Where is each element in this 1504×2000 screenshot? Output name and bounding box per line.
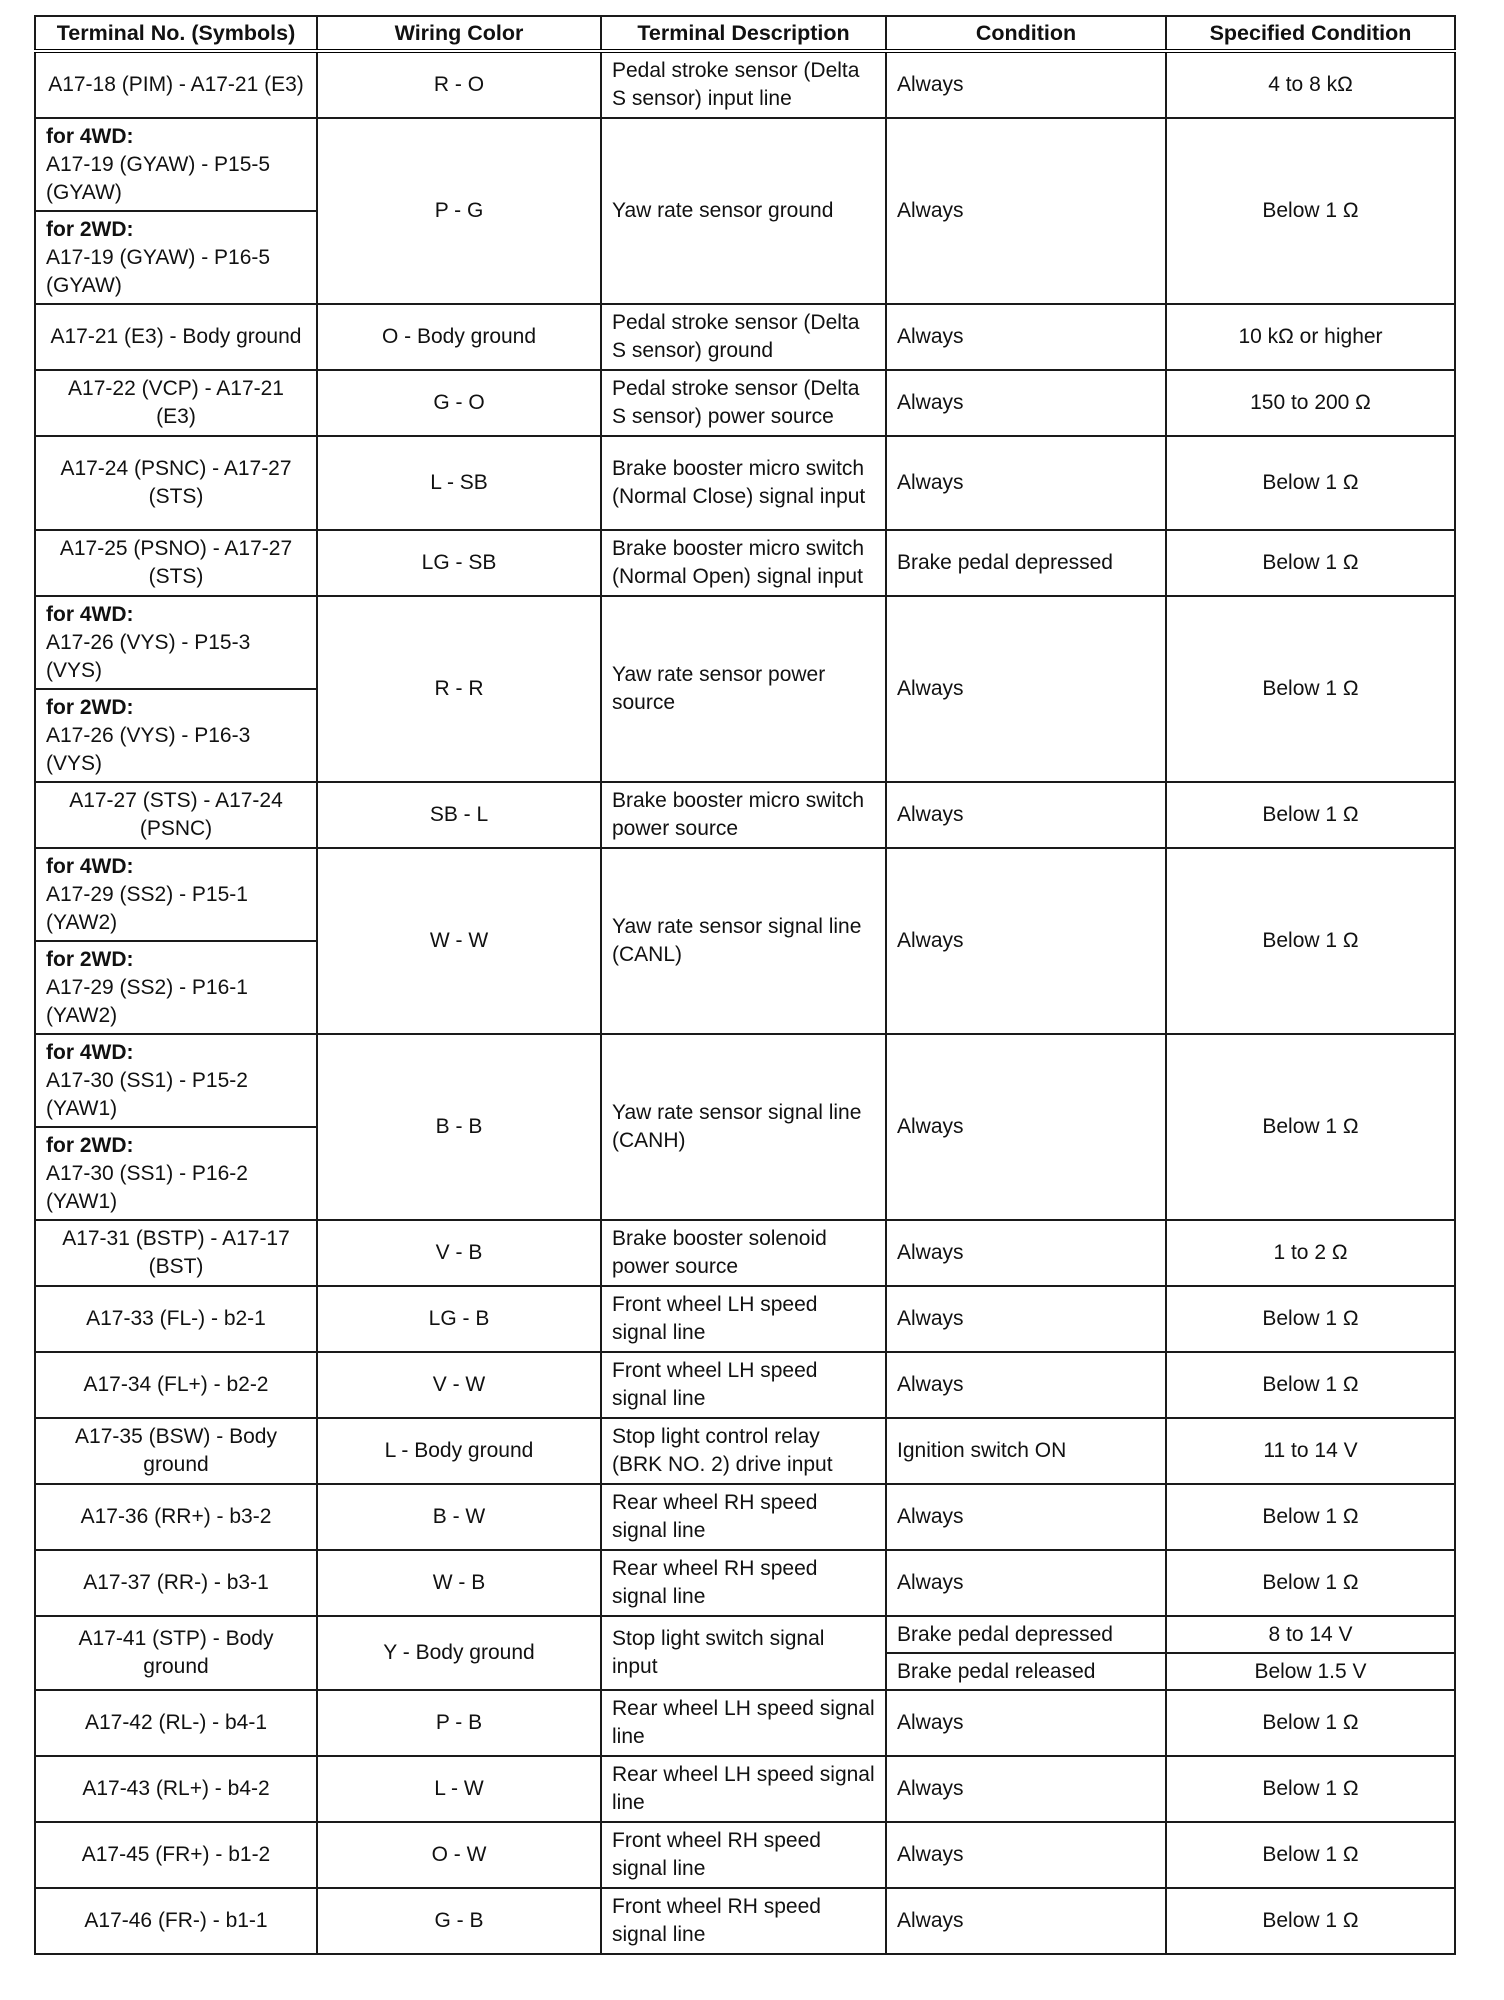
spec-cell: Below 1 Ω	[1166, 1034, 1455, 1220]
description-cell: Brake booster micro switch power source	[601, 782, 886, 848]
description-cell: Rear wheel RH speed signal line	[601, 1550, 886, 1616]
table-row	[35, 370, 1455, 436]
wiring-color-cell: B - W	[317, 1484, 601, 1550]
condition-cell: Always	[886, 1484, 1166, 1550]
description-cell: Brake booster micro switch (Normal Open) signal input	[601, 530, 886, 596]
wiring-color-cell: L - Body ground	[317, 1418, 601, 1484]
condition-cell: Always	[886, 596, 1166, 782]
table-row	[35, 1484, 1455, 1550]
condition-cell: Always	[886, 782, 1166, 848]
description-cell: Rear wheel RH speed signal line	[601, 1484, 886, 1550]
wiring-color-cell: R - R	[317, 596, 601, 782]
terminal-cell: A17-43 (RL+) - b4-2	[35, 1756, 317, 1822]
wiring-color-cell: V - B	[317, 1220, 601, 1286]
header-condition: Condition	[886, 16, 1166, 51]
spec-cell: 150 to 200 Ω	[1166, 370, 1455, 436]
variant-label: for 2WD:	[46, 695, 134, 719]
terminal-table-page	[34, 15, 1454, 1955]
wiring-color-cell: B - B	[317, 1034, 601, 1220]
table-row	[35, 1220, 1455, 1286]
table-row	[35, 1034, 1455, 1127]
spec-cell: Below 1 Ω	[1166, 1822, 1455, 1888]
terminal-cell: A17-21 (E3) - Body ground	[35, 304, 317, 370]
description-cell: Stop light switch signal input	[601, 1616, 886, 1690]
variant-terminal: A17-19 (GYAW) - P15-5 (GYAW)	[46, 152, 271, 204]
table-row	[35, 596, 1455, 689]
wiring-color-cell: W - W	[317, 848, 601, 1034]
wiring-color-cell: SB - L	[317, 782, 601, 848]
wiring-color-cell: O - W	[317, 1822, 601, 1888]
terminal-cell: A17-24 (PSNC) - A17-27 (STS)	[35, 436, 317, 530]
table-row	[35, 1822, 1455, 1888]
variant-label: for 4WD:	[46, 602, 134, 626]
header-wiring-color: Wiring Color	[317, 16, 601, 51]
terminal-cell: A17-27 (STS) - A17-24 (PSNC)	[35, 782, 317, 848]
condition-cell: Always	[886, 1888, 1166, 1954]
spec-cell: 10 kΩ or higher	[1166, 304, 1455, 370]
condition-cell: Always	[886, 370, 1166, 436]
condition-cell: Always	[886, 1756, 1166, 1822]
description-cell: Front wheel RH speed signal line	[601, 1822, 886, 1888]
terminal-cell: A17-36 (RR+) - b3-2	[35, 1484, 317, 1550]
terminal-cell: A17-46 (FR-) - b1-1	[35, 1888, 317, 1954]
spec-cell: Below 1 Ω	[1166, 1888, 1455, 1954]
variant-terminal: A17-30 (SS1) - P15-2 (YAW1)	[46, 1068, 248, 1120]
variant-label: for 2WD:	[46, 1133, 134, 1157]
spec-cell: 1 to 2 Ω	[1166, 1220, 1455, 1286]
header-specified-condition: Specified Condition	[1166, 16, 1455, 51]
wiring-color-cell: L - W	[317, 1756, 601, 1822]
spec-cell: Below 1.5 V	[1166, 1653, 1455, 1690]
spec-cell: Below 1 Ω	[1166, 1550, 1455, 1616]
table-row	[35, 1286, 1455, 1352]
header-terminal: Terminal No. (Symbols)	[35, 16, 317, 51]
spec-cell: 4 to 8 kΩ	[1166, 51, 1455, 118]
description-cell: Front wheel LH speed signal line	[601, 1286, 886, 1352]
table-row	[35, 530, 1455, 596]
description-cell: Front wheel LH speed signal line	[601, 1352, 886, 1418]
variant-label: for 4WD:	[46, 124, 134, 148]
condition-cell: Always	[886, 848, 1166, 1034]
condition-cell: Brake pedal depressed	[886, 530, 1166, 596]
wiring-color-cell: LG - B	[317, 1286, 601, 1352]
table-row	[35, 51, 1455, 118]
variant-terminal: A17-26 (VYS) - P16-3 (VYS)	[46, 723, 251, 775]
description-cell: Yaw rate sensor signal line (CANH)	[601, 1034, 886, 1220]
condition-cell: Always	[886, 436, 1166, 530]
description-cell: Yaw rate sensor power source	[601, 596, 886, 782]
table-row	[35, 782, 1455, 848]
spec-cell: Below 1 Ω	[1166, 1756, 1455, 1822]
wiring-color-cell: P - B	[317, 1690, 601, 1756]
wiring-color-cell: V - W	[317, 1352, 601, 1418]
description-cell: Yaw rate sensor ground	[601, 118, 886, 304]
spec-cell: Below 1 Ω	[1166, 1286, 1455, 1352]
spec-cell: Below 1 Ω	[1166, 1352, 1455, 1418]
spec-cell: 8 to 14 V	[1166, 1616, 1455, 1653]
wiring-color-cell: Y - Body ground	[317, 1616, 601, 1690]
terminal-cell: A17-41 (STP) - Body ground	[35, 1616, 317, 1690]
terminal-cell: A17-18 (PIM) - A17-21 (E3)	[35, 51, 317, 118]
spec-cell: Below 1 Ω	[1166, 1484, 1455, 1550]
header-terminal-description: Terminal Description	[601, 16, 886, 51]
table-row	[35, 1888, 1455, 1954]
table-row	[35, 1352, 1455, 1418]
condition-cell: Always	[886, 1352, 1166, 1418]
description-cell: Front wheel RH speed signal line	[601, 1888, 886, 1954]
description-cell: Rear wheel LH speed signal line	[601, 1756, 886, 1822]
spec-cell: Below 1 Ω	[1166, 596, 1455, 782]
terminal-cell: A17-34 (FL+) - b2-2	[35, 1352, 317, 1418]
terminal-cell: A17-37 (RR-) - b3-1	[35, 1550, 317, 1616]
spec-cell: Below 1 Ω	[1166, 530, 1455, 596]
table-row	[35, 1550, 1455, 1616]
wiring-color-cell: G - B	[317, 1888, 601, 1954]
wiring-color-cell: O - Body ground	[317, 304, 601, 370]
description-cell: Pedal stroke sensor (Delta S sensor) power source	[601, 370, 886, 436]
terminal-cell: A17-35 (BSW) - Body ground	[35, 1418, 317, 1484]
spec-cell: Below 1 Ω	[1166, 1690, 1455, 1756]
table-row	[35, 1690, 1455, 1756]
terminal-cell: A17-33 (FL-) - b2-1	[35, 1286, 317, 1352]
description-cell: Brake booster micro switch (Normal Close) signal input	[601, 436, 886, 530]
condition-cell: Always	[886, 1220, 1166, 1286]
spec-cell: Below 1 Ω	[1166, 436, 1455, 530]
wiring-color-cell: G - O	[317, 370, 601, 436]
variant-terminal: A17-30 (SS1) - P16-2 (YAW1)	[46, 1161, 248, 1213]
spec-cell: Below 1 Ω	[1166, 782, 1455, 848]
spec-cell: Below 1 Ω	[1166, 848, 1455, 1034]
wiring-color-cell: P - G	[317, 118, 601, 304]
table-row	[35, 1418, 1455, 1484]
variant-label: for 2WD:	[46, 947, 134, 971]
wiring-color-cell: L - SB	[317, 436, 601, 530]
condition-cell: Always	[886, 118, 1166, 304]
variant-label: for 2WD:	[46, 217, 134, 241]
terminal-cell: A17-31 (BSTP) - A17-17 (BST)	[35, 1220, 317, 1286]
description-cell: Stop light control relay (BRK NO. 2) drive input	[601, 1418, 886, 1484]
terminal-cell-4wd	[35, 848, 317, 941]
wiring-color-cell: R - O	[317, 51, 601, 118]
description-cell: Rear wheel LH speed signal line	[601, 1690, 886, 1756]
table-row	[35, 1616, 1455, 1653]
description-cell: Pedal stroke sensor (Delta S sensor) ground	[601, 304, 886, 370]
terminal-cell-4wd	[35, 1034, 317, 1127]
condition-cell: Always	[886, 1550, 1166, 1616]
terminal-inspection-table	[34, 15, 1456, 1955]
table-row	[35, 304, 1455, 370]
terminal-cell-4wd	[35, 596, 317, 689]
terminal-cell-4wd	[35, 118, 317, 211]
terminal-cell-2wd	[35, 1127, 317, 1220]
spec-cell: Below 1 Ω	[1166, 118, 1455, 304]
table-row	[35, 436, 1455, 530]
wiring-color-cell: LG - SB	[317, 530, 601, 596]
variant-terminal: A17-26 (VYS) - P15-3 (VYS)	[46, 630, 251, 682]
terminal-cell-2wd	[35, 211, 317, 304]
condition-cell: Always	[886, 1286, 1166, 1352]
variant-terminal: A17-29 (SS2) - P15-1 (YAW2)	[46, 882, 248, 934]
condition-cell: Always	[886, 1034, 1166, 1220]
condition-cell: Ignition switch ON	[886, 1418, 1166, 1484]
table-row	[35, 118, 1455, 211]
table-header-row	[35, 16, 1455, 51]
condition-cell: Always	[886, 1690, 1166, 1756]
condition-cell: Always	[886, 51, 1166, 118]
terminal-cell-2wd	[35, 689, 317, 782]
terminal-cell-2wd	[35, 941, 317, 1034]
variant-label: for 4WD:	[46, 1040, 134, 1064]
terminal-cell: A17-45 (FR+) - b1-2	[35, 1822, 317, 1888]
description-cell: Yaw rate sensor signal line (CANL)	[601, 848, 886, 1034]
condition-cell: Always	[886, 1822, 1166, 1888]
terminal-cell: A17-25 (PSNO) - A17-27 (STS)	[35, 530, 317, 596]
condition-cell: Brake pedal depressed	[886, 1616, 1166, 1653]
table-row	[35, 848, 1455, 941]
spec-cell: 11 to 14 V	[1166, 1418, 1455, 1484]
table-row	[35, 1756, 1455, 1822]
condition-cell: Brake pedal released	[886, 1653, 1166, 1690]
wiring-color-cell: W - B	[317, 1550, 601, 1616]
terminal-cell: A17-22 (VCP) - A17-21 (E3)	[35, 370, 317, 436]
description-cell: Pedal stroke sensor (Delta S sensor) input line	[601, 51, 886, 118]
terminal-cell: A17-42 (RL-) - b4-1	[35, 1690, 317, 1756]
variant-terminal: A17-19 (GYAW) - P16-5 (GYAW)	[46, 245, 271, 297]
condition-cell: Always	[886, 304, 1166, 370]
variant-label: for 4WD:	[46, 854, 134, 878]
description-cell: Brake booster solenoid power source	[601, 1220, 886, 1286]
variant-terminal: A17-29 (SS2) - P16-1 (YAW2)	[46, 975, 248, 1027]
